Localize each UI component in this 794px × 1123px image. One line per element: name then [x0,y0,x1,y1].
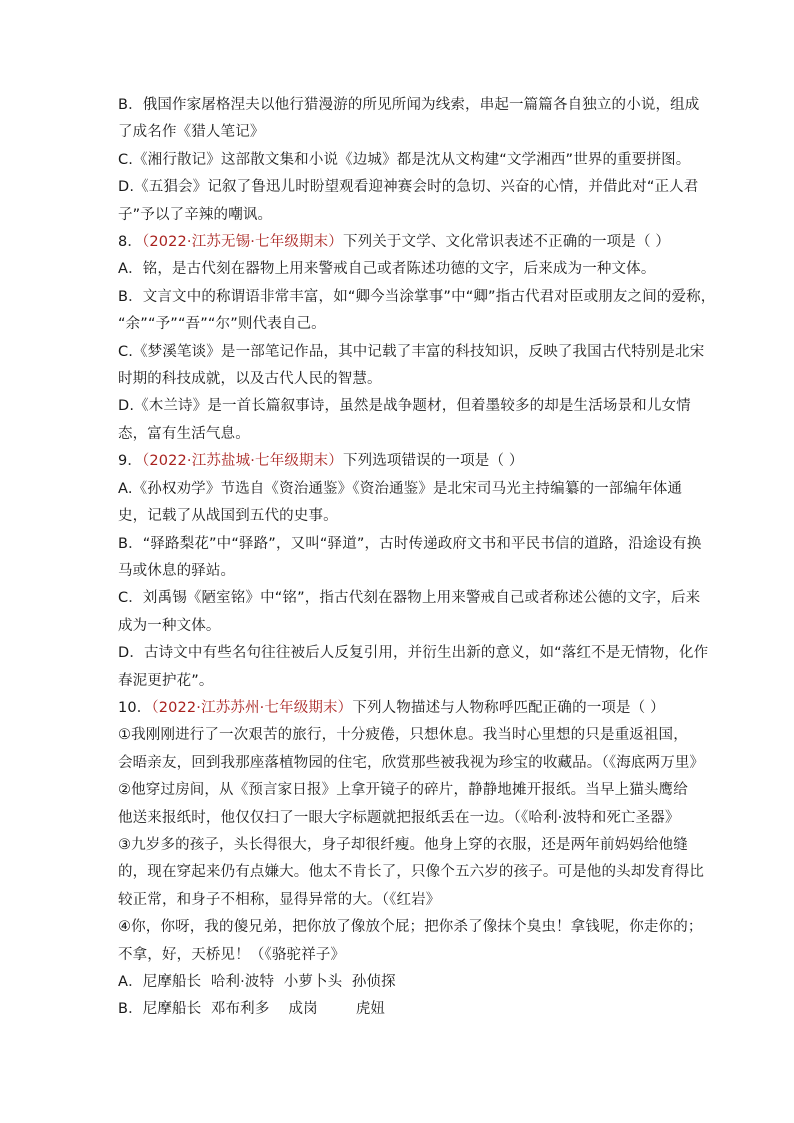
option-d-line-1: D.《木兰诗》是一首长篇叙事诗，虽然是战争题材，但着墨较多的却是生活场景和儿女情 [118,398,691,415]
option-b-line-1: B．文言文中的称谓语非常丰富，如“卿今当涂掌事”中“卿”指古代君对臣或朋友之间的爱称， [118,288,716,305]
option-d-line-2: 子”予以了辛辣的嘲讽。 [118,206,273,223]
passage-2-line-1: ②他穿过房间，从《预言家日报》上拿开镜子的碎片，静静地摊开报纸。当早上猫头鹰给 [118,782,688,799]
passage-4-line-1: ④你，你呀，我的傻兄弟，把你放了像放个屁；把你杀了像抹个臭虫！拿钱呢，你走你的； [118,919,703,936]
option-d-line-1: D.《五猖会》记叙了鲁迅儿时盼望观看迎神赛会时的急切、兴奋的心情，并借此对“正人君 [118,179,699,196]
option-a-line-2: 史，记载了从战国到五代的史事。 [118,508,338,525]
question-text: 下列人物描述与人物称呼匹配正确的一项是（ ） [352,699,665,716]
question-8 [118,229,716,448]
passage-4-line-2: 不拿，好，天桥见！（《骆驼祥子》 [118,946,346,963]
question-source: （2022·江苏盐城·七年级期末） [142,453,343,470]
question-9 [118,448,709,695]
question-8-stem [118,229,694,256]
question-source: （2022·江苏苏州·七年级期末） [151,699,353,716]
option-b-line-2: 了成名作《猎人笔记》 [118,124,265,141]
option-a: A．尼摩船长 哈利·波特 小萝卜头 孙侦探 [118,974,396,990]
question-9-stem [118,448,694,475]
prev-question-options [118,92,700,229]
passage-3-line-2: 的，现在穿起来仍有点嫌大。他太不肯长了，只像个五六岁的孩子。可是他的头却发育得比 [118,864,704,881]
passage-3-line-3: 较正常，和身子不相称，显得异常的大。（《红岩》 [118,891,441,908]
option-d-line-1: D．古诗文中有些名句往往被后人反复引用，并衍生出新的意义，如“落红不是无情物，化作 [118,645,709,662]
option-b-line-1: B．“驿路梨花”中“驿路”，又叫“驿道”，古时传递政府文书和平民书信的道路，沿途设有换 [118,535,702,552]
question-number: 8． [118,234,143,251]
question-10 [118,695,705,1024]
option-a-line-1: A．铭，是古代刻在器物上用来警戒自己或者陈述功德的文字，后来成为一种文体。 [118,261,656,278]
question-10-stem [118,695,694,722]
option-c-line-1: C．刘禹锡《陋室铭》中“铭”，指古代刻在器物上用来警戒自己或者称述公德的文字，后来 [118,590,701,607]
question-text: 下列选项错误的一项是（ ） [342,453,524,470]
option-b-line-1: B．俄国作家屠格涅夫以他行猎漫游的所见所闻为线索，串起一篇篇各自独立的小说，组成 [118,97,700,113]
question-number: 9． [118,453,143,470]
option-c-line-2: 成为一种文体。 [118,617,221,634]
option-d-line-2: 态，富有生活气息。 [118,425,250,442]
option-b-line-2: “余”“予”“吾”“尔”则代表自己。 [118,316,326,333]
option-c-line-1: C.《湘行散记》这部散文集和小说《边城》都是沈从文构建“文学湘西”世界的重要拼图。 [118,151,691,168]
question-source: （2022·江苏无锡·七年级期末） [142,234,343,251]
option-b: B．尼摩船长 邓布利多 成岗 虎妞 [118,1001,386,1018]
option-d-line-2: 春泥更护花”。 [118,672,214,689]
option-a-line-1: A.《孙权劝学》节选自《资治通鉴》《资治通鉴》是北宋司马光主持编纂的一部编年体通 [118,480,683,497]
passage-1-line-2: 会晤亲友，回到我那座落植物园的住宅，欣赏那些被我视为珍宝的收藏品。（《海底两万里》 [118,754,705,771]
passage-3-line-1: ③九岁多的孩子，头长得很大，身子却很纤瘦。他身上穿的衣服，还是两年前妈妈给他缝 [118,836,688,853]
passage-2-line-2: 他送来报纸时，他仅仅扫了一眼大字标题就把报纸丢在一边。（《哈利·波特和死亡圣器》 [118,809,680,826]
passage-1-line-1: ①我刚刚进行了一次艰苦的旅行，十分疲倦，只想休息。我当时心里想的只是重返祖国， [118,727,688,744]
option-c-line-2: 时期的科技成就，以及古代人民的智慧。 [118,371,382,388]
question-number: 10． [118,699,152,716]
option-c-line-1: C.《梦溪笔谈》是一部笔记作品，其中记载了丰富的科技知识，反映了我国古代特别是北宋 [118,343,705,360]
option-b-line-2: 马或休息的驿站。 [118,562,236,579]
question-text: 下列关于文学、文化常识表述不正确的一项是（ ） [342,234,671,251]
